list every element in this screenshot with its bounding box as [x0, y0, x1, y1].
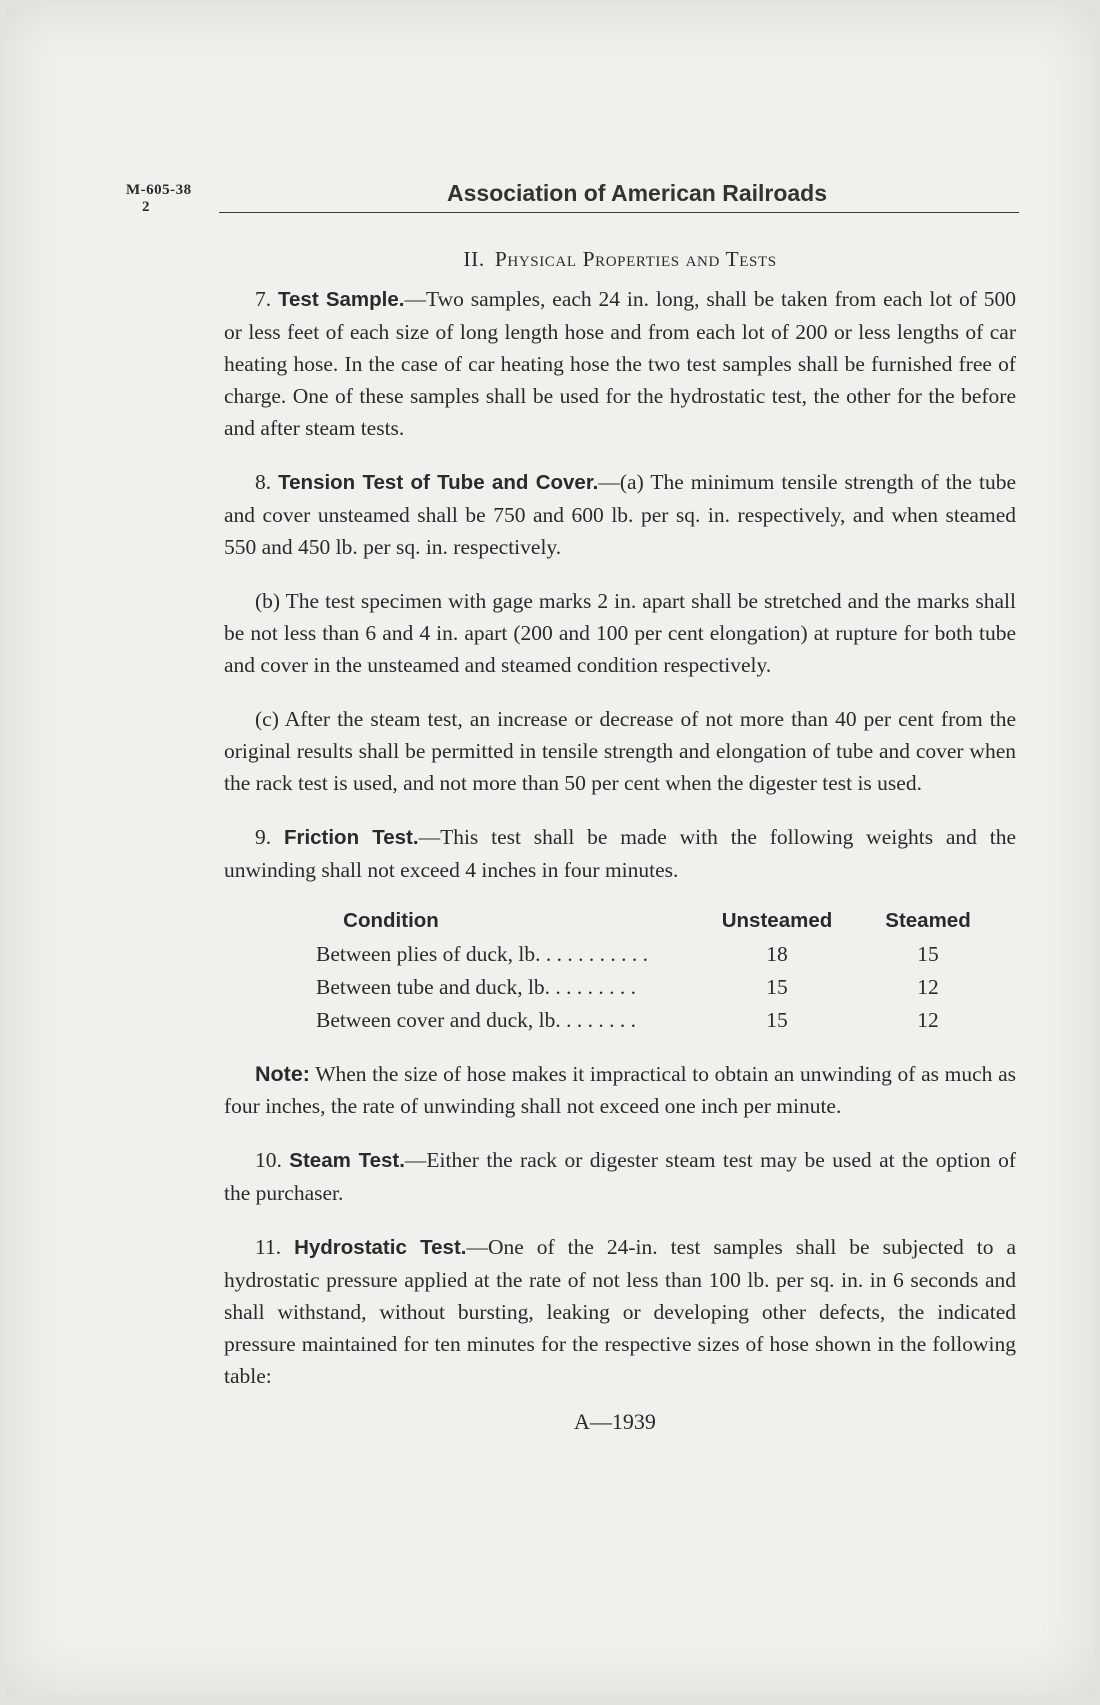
paragraph-number: 7. — [255, 287, 272, 311]
table-cell-condition: Between plies of duck, lb. . . . . . . . . . . — [316, 941, 649, 966]
paragraph-text: —(a) The minimum tensile strength of the tube and cover unsteamed shall be 750 and 600 lb. per sq. in. respectively, and when steamed 550 and 450 lb. per sq. in. respectively. — [224, 470, 1016, 559]
note-label: Note: — [255, 1062, 310, 1086]
header-rule — [219, 212, 1019, 213]
paragraph-8c: (c) After the steam test, an increase or decrease of not more than 40 per cent from the original results shall be permitted in tensile strength and elongation of tube and cover when the rack test is used, and not more than 50 per cent when the digester test is used. — [224, 707, 1016, 795]
paragraph-7 — [224, 283, 1016, 444]
table-cell-unsteamed: 15 — [766, 1007, 788, 1032]
paragraph-heading: Test Sample. — [278, 288, 405, 311]
spec-number: M-605-38 — [126, 182, 192, 198]
note-text: When the size of hose makes it impractical to obtain an unwinding of as much as four inches, the rate of unwinding shall not exceed one inch per minute. — [224, 1062, 1016, 1118]
table-cell-unsteamed: 15 — [766, 974, 788, 999]
table-cell-steamed: 12 — [917, 974, 939, 999]
paragraph-number: 9. — [255, 825, 272, 849]
edition-footer: A—1939 — [574, 1409, 656, 1434]
document-body — [224, 243, 1016, 1438]
paragraph-11 — [224, 1231, 1016, 1392]
section-title: Physical Properties and Tests — [494, 247, 777, 271]
paragraph-8b: (b) The test specimen with gage marks 2 in. apart shall be stretched and the marks shall be not less than 6 and 4 in. apart (200 and 100 per cent elongation) at rupture for both tube and cover in the unsteamed and steamed condition respectively. — [224, 589, 1016, 677]
table-cell-steamed: 15 — [917, 941, 939, 966]
paragraph-text: —This test shall be made with the following weights and the unwinding shall not exceed 4 inches in four minutes. — [224, 825, 1017, 882]
paragraph-9 — [224, 821, 1016, 886]
friction-table — [316, 904, 1016, 1036]
table-cell-steamed: 12 — [917, 1007, 939, 1032]
page-number: 2 — [142, 199, 150, 215]
column-header-unsteamed: Unsteamed — [721, 908, 833, 932]
paragraph-text: —Two samples, each 24 in. long, shall be taken from each lot of 500 or less feet of each size of long length hose and from each lot of 200 or less lengths of car heating hose. In the case of car heating hose the two test samples shall be furnished free of charge. One of these samples shall be used for the hydrostatic test, the other for the before and after steam tests. — [224, 287, 1016, 440]
paragraph-text: —One of the 24-in. test samples shall be subjected to a hydrostatic pressure applied at the rate of not less than 100 lb. per sq. in. in 6 seconds and shall withstand, without bursting, leaking or developing other defects, the indicated pressure maintained for ten minutes for the respective sizes of hose shown in the following table: — [224, 1235, 1016, 1388]
paragraph-text: —Either the rack or digester steam test may be used at the option of the purchaser. — [224, 1148, 1017, 1205]
table-header-row — [316, 904, 1016, 937]
paragraph-heading: Steam Test. — [289, 1149, 405, 1172]
paragraph-heading: Tension Test of Tube and Cover. — [278, 471, 599, 494]
table-row — [316, 1003, 1016, 1036]
paragraph-number: 8. — [255, 470, 272, 494]
document-page — [5, 5, 1095, 1695]
table-cell-unsteamed: 18 — [766, 941, 788, 966]
paragraph-heading: Hydrostatic Test. — [294, 1236, 467, 1259]
note-paragraph — [224, 1058, 1016, 1122]
paragraph-number: 10. — [255, 1148, 282, 1172]
document-code — [126, 182, 192, 216]
paragraph-heading: Friction Test. — [283, 826, 419, 849]
paragraph-8a — [224, 466, 1016, 563]
paragraph-10 — [224, 1144, 1016, 1209]
paragraph-number: 11. — [255, 1235, 282, 1259]
section-number: II. — [463, 247, 485, 271]
column-header-condition: Condition — [343, 908, 439, 932]
table-cell-condition: Between cover and duck, lb. . . . . . . . — [316, 1007, 637, 1032]
column-header-steamed: Steamed — [885, 908, 971, 932]
running-header-title: Association of American Railroads — [447, 180, 828, 206]
table-cell-condition: Between tube and duck, lb. . . . . . . . . — [316, 974, 637, 999]
section-heading — [224, 243, 1016, 275]
table-row — [316, 970, 1016, 1003]
table-row — [316, 937, 1016, 970]
